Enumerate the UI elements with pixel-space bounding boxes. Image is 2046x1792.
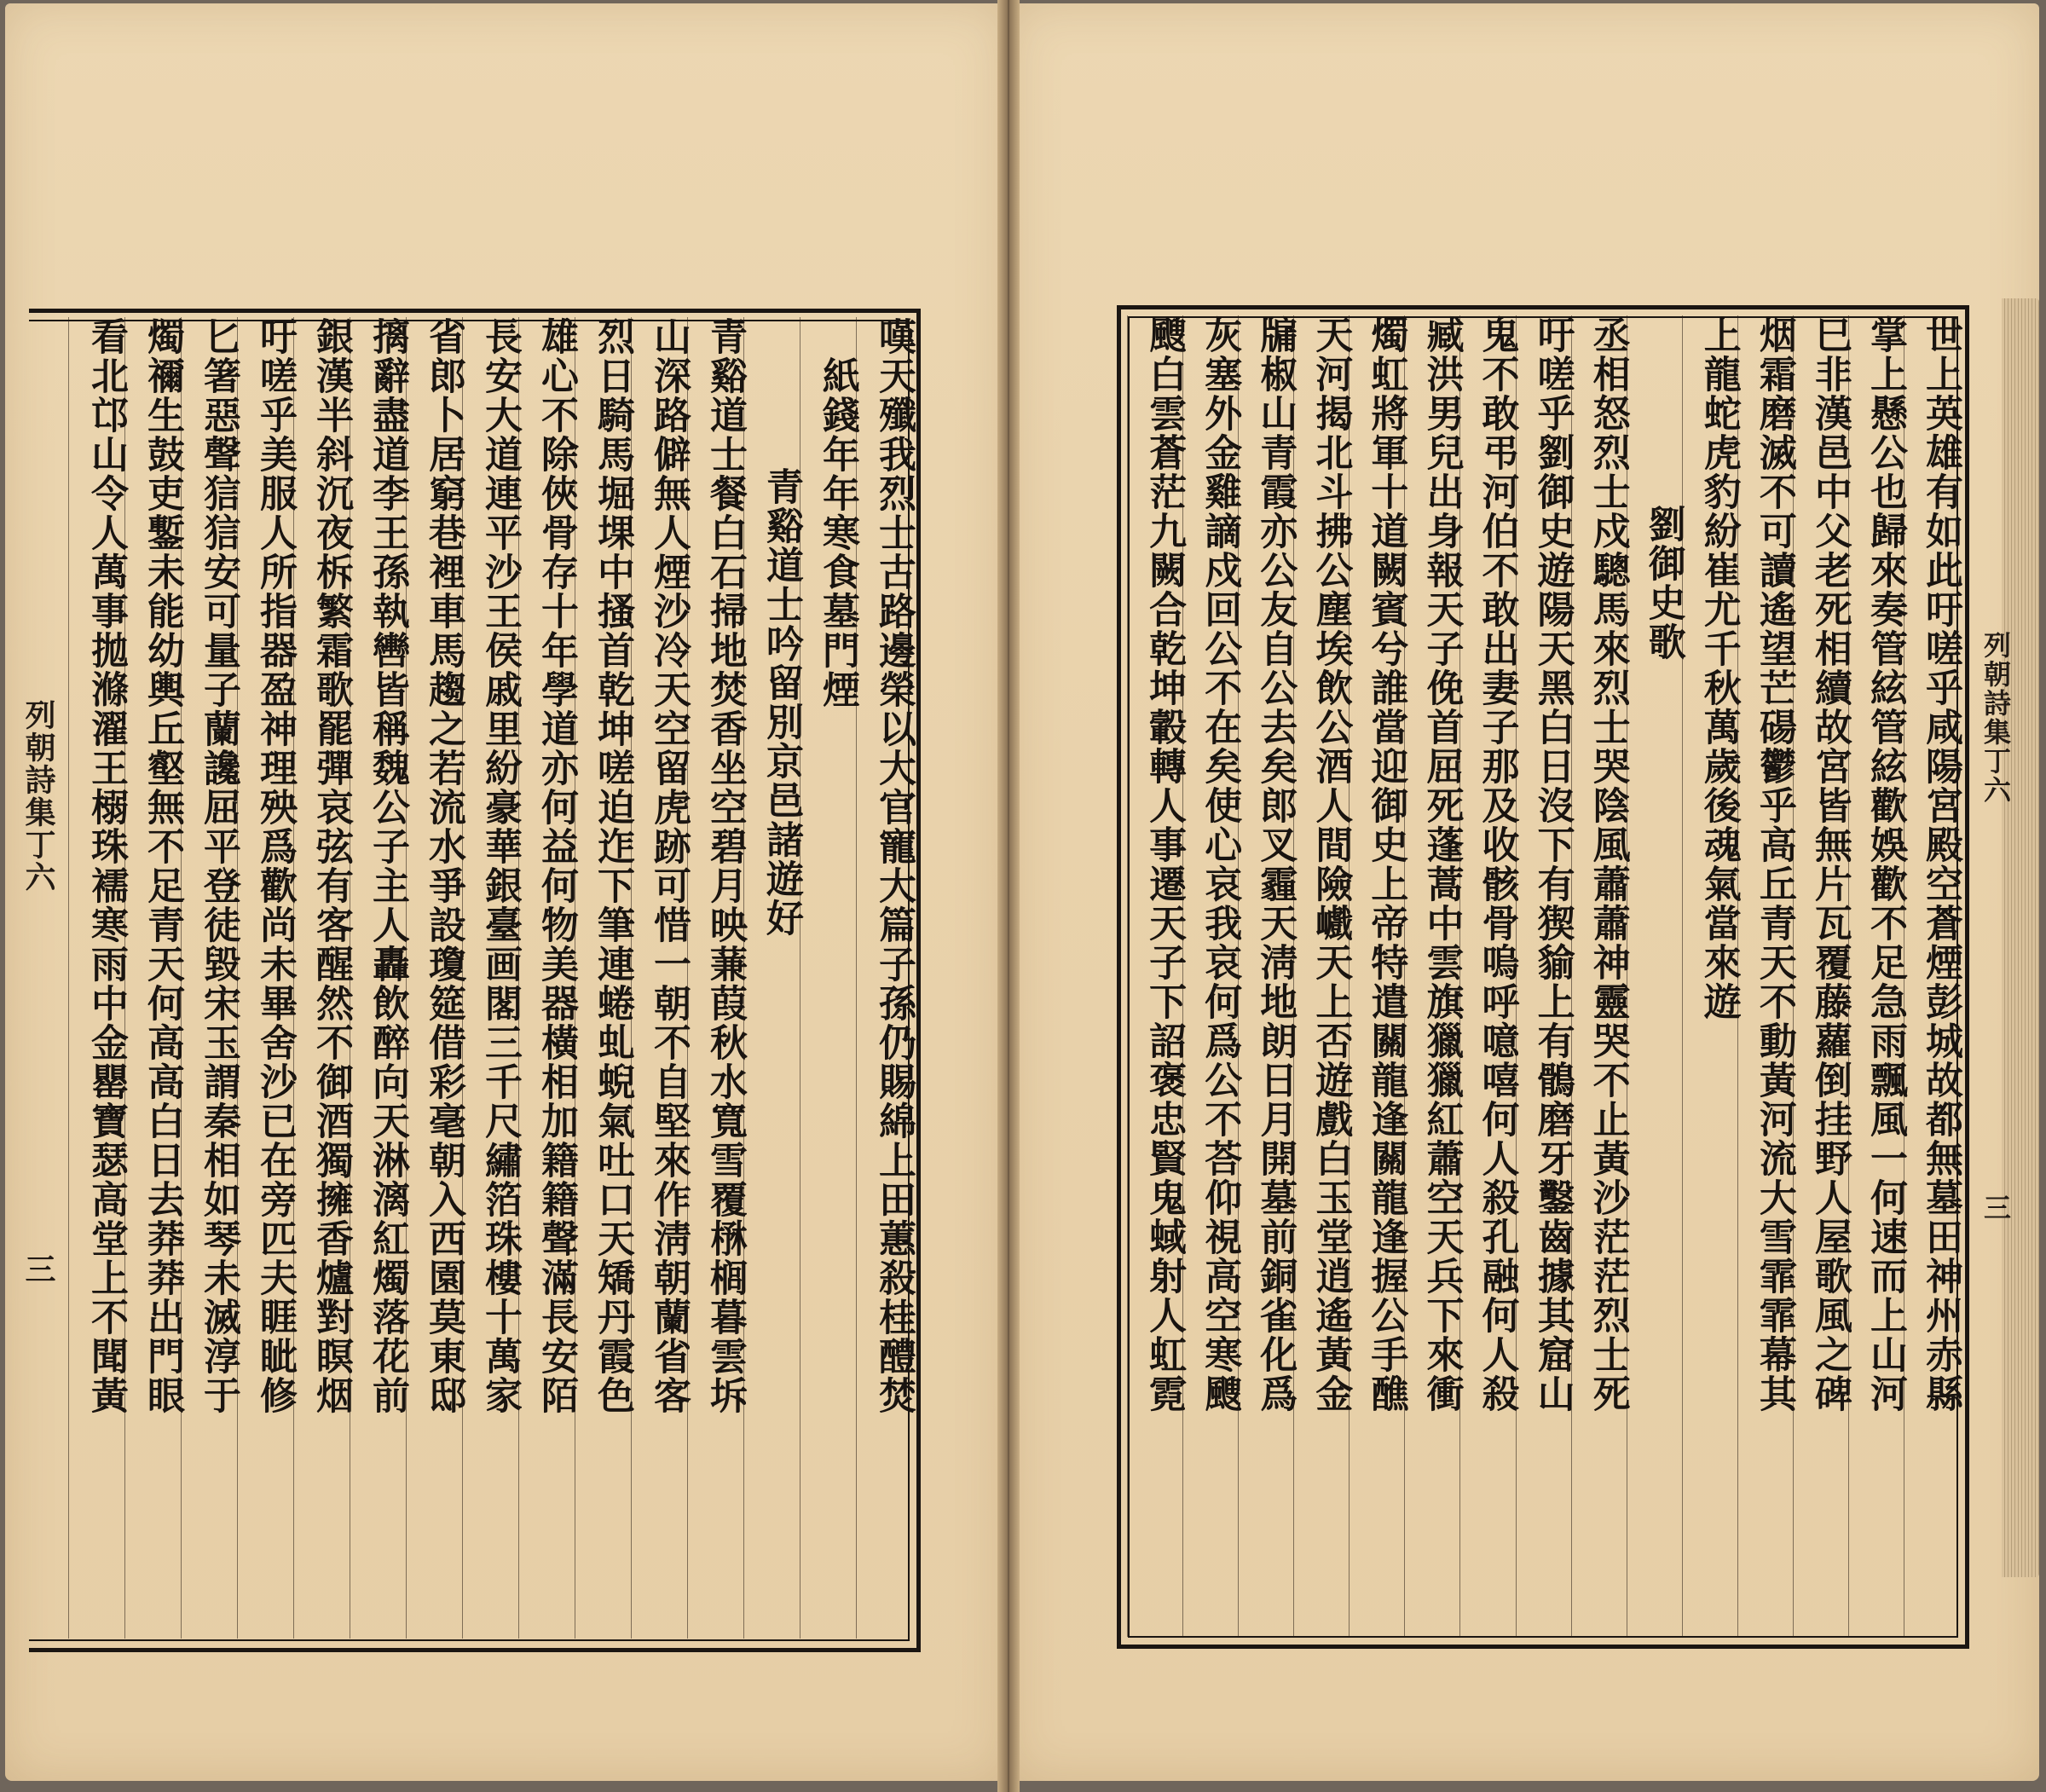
right-banxin-title: 列朝詩集丁六 <box>1980 631 2012 805</box>
right-folio: 三 <box>1980 1194 2012 1223</box>
text-column: 青谿道士餐白石掃地焚香坐空碧月映蒹葭秋水寬雪覆㮊榈暮雲坼 <box>687 317 743 1639</box>
text-column: 青谿道士吟留別京邑諸遊好 <box>743 317 800 1639</box>
text-column: 上龍蛇虎豹紛崔尤千秋萬歲後魂氣當來遊 <box>1682 315 1737 1637</box>
page-edges <box>2002 298 2039 1577</box>
text-column: 匕箸惡聲狺狺安可量子蘭讒屈平登徒毀宋玉謂秦相如琴未滅淳于 <box>181 317 237 1639</box>
text-column: 吁嗟乎劉御史遊陽天黑白日沒下有猰貐上有鶻磨牙鑿齒據其窟山 <box>1516 315 1571 1637</box>
text-column: 鬼不敢弔河伯不敢出妻子那及收骸骨嗚呼噫嘻何人殺孔融何人殺 <box>1459 315 1515 1637</box>
text-column: 吁嗟乎美服人所指器盈神理殃爲歡尚未畢舍沙已在旁匹夫睚眦修 <box>237 317 293 1639</box>
left-folio: 三 <box>20 1253 56 1286</box>
text-column: 牖椒山青霞亦公友自公去矣郎叉霾天淸地朗日月開墓前銅雀化爲 <box>1238 315 1293 1637</box>
text-column: 嘆天殲我烈士古路邊榮以大官寵大篇子孫仍賜綿上田蕙殺桂醴焚 <box>856 317 912 1639</box>
text-column: 劉御史歌 <box>1627 315 1682 1637</box>
text-column: 世上英雄有如此吁嗟乎咸陽宮殿空蒼煙彭城故都無墓田神州赤縣 <box>1904 315 1959 1637</box>
text-column: 看北邙山令人萬事拋滌濯王榒珠襦寒雨中金罌寶瑟高堂上不聞黃 <box>68 317 124 1639</box>
text-column: 雄心不除俠骨存十年學道亦何益何物美器橫相加籍籍聲滿長安陌 <box>518 317 575 1639</box>
text-column: 長安大道連平沙王侯戚里紛豪華銀臺画閣三千尺繡箔珠樓十萬家 <box>462 317 518 1639</box>
text-column: 颼白雲蒼茫九闕合乾坤轂轉人事遷天子下詔褒忠賢鬼蜮射人虹霓 <box>1127 315 1182 1637</box>
text-column: 銀漢半斜沉夜柝繁霜歌罷彈哀弦有客醒然不御酒獨擁香爐對瞑烟 <box>293 317 350 1639</box>
text-column: 天河揭北斗拂公塵埃飲公酒人間險巇天上否遊戲白玉堂逍遙黃金 <box>1293 315 1349 1637</box>
text-column: 丞相怒烈士戍驄馬來烈士哭陰風蕭蕭神靈哭不止黃沙茫茫烈士死 <box>1571 315 1627 1637</box>
text-column: 燭虹將軍十道闕賓兮誰當迎御史上帝特遣關龍逢關龍逢握公手醮 <box>1349 315 1404 1637</box>
text-column: 省郎卜居窮巷裡車馬趨之若流水爭設瓊筵借彩毫朝入西園莫東邸 <box>406 317 462 1639</box>
text-column: 燭禰生鼓吏鏨未能幼輿丘壑無不足青天何高高白日去莽莽出門眼 <box>124 317 181 1639</box>
text-column: 紙錢年年寒食墓門煙 <box>800 317 856 1639</box>
text-column: 烈日騎馬堀堁中搔首乾坤嗟迫迮下筆連蜷虬蜺氣吐口天矯丹霞色 <box>575 317 631 1639</box>
text-column: 灰塞外金雞謫戍回公不在矣使心哀我哀何爲公不荅仰視高空寒颼 <box>1182 315 1238 1637</box>
text-column: 摛辭盡道李王孫執轡皆稱魏公子主人轟飲醉向天淋漓紅燭落花前 <box>350 317 406 1639</box>
left-text-columns <box>68 317 916 1639</box>
text-column: 臧洪男兒出身報天子俛首屈死蓬蒿中雲旗獵獵紅蕭空天兵下來衝 <box>1404 315 1459 1637</box>
text-column: 掌上懸公也歸來奏管絃管絃歡娛歡不足急雨飄風一何速而上山河 <box>1848 315 1904 1637</box>
left-banxin-title: 列朝詩集丁六 <box>20 699 56 893</box>
text-column: 巳非漢邑中父老死相續故宮皆無片瓦覆藤蘿倒挂野人屋歌風之碑 <box>1793 315 1848 1637</box>
text-column: 烟霜磨滅不可讀遙望芒碭鬱乎高丘青天不動黃河流大雪霏霏幕其 <box>1737 315 1793 1637</box>
text-column: 山深路僻無人煙沙冷天空留虎跡可惜一朝不自堅來作淸朝蘭省客 <box>631 317 687 1639</box>
right-text-columns <box>1127 315 1962 1637</box>
book-gutter <box>997 0 1020 1792</box>
